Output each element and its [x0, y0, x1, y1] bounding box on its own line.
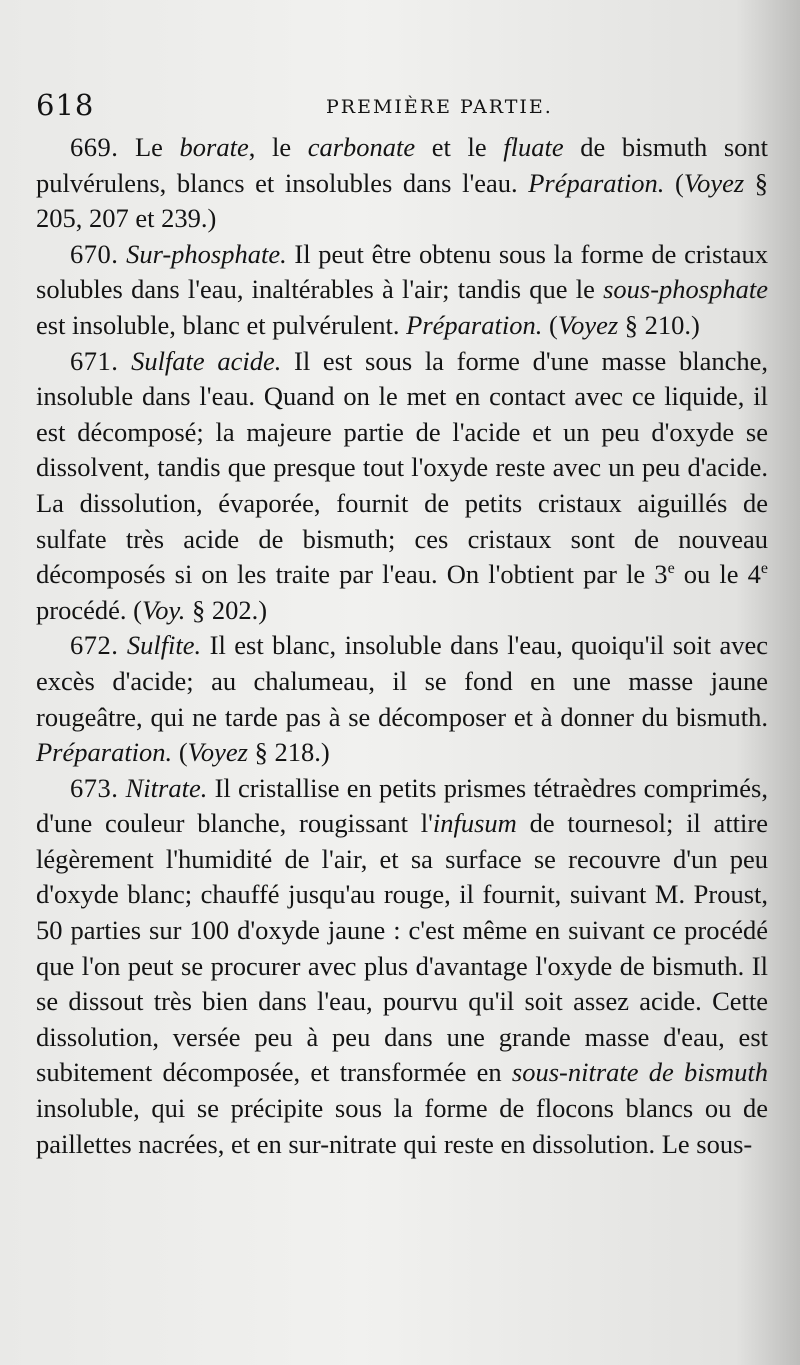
text-run: § 218.) [247, 737, 330, 768]
term-borate: borate [179, 132, 249, 162]
text-run: Le [118, 132, 180, 162]
term-carbonate: carbonate [307, 132, 416, 162]
text-run: Il cristallise en petits prismes tétraèdres comprimés, d'une couleur blanche, rougissant l' [36, 772, 768, 839]
paragraph-669 [36, 130, 768, 237]
preparation-label: Préparation. [528, 167, 665, 198]
paragraph-title: Sulfate acide. [131, 345, 282, 376]
voyez-label: Voyez [557, 309, 619, 340]
text-run: § 205, 207 et 239.) [36, 167, 769, 234]
term-infusum: infusum [432, 808, 517, 839]
voyez-label: Voyez [683, 167, 745, 198]
text-run: § 202.) [185, 594, 268, 625]
superscript: e [667, 560, 675, 578]
preparation-label: Préparation. [36, 737, 173, 768]
text-run: et le [415, 132, 504, 162]
text-run: Il peut être obtenu sous la forme de cristaux solubles dans l'eau, inaltérables à l'air; tandis que le [36, 238, 768, 305]
text-run: procédé. ( [36, 594, 142, 625]
paragraph-title: Sur-phosphate. [126, 238, 287, 269]
text-run: ( [172, 737, 188, 768]
text-run: ou le 4 [674, 559, 761, 590]
paragraph-title: Nitrate. [125, 772, 208, 803]
paragraph-number: 670. [70, 238, 119, 269]
running-head: PREMIÈRE PARTIE. [326, 96, 553, 118]
paragraph-number: 671. [70, 345, 119, 376]
text-run: § 210.) [618, 309, 700, 340]
preparation-label: Préparation. [406, 309, 543, 340]
paragraph-672 [36, 628, 768, 770]
paragraph-671 [36, 344, 768, 629]
paragraph-670 [36, 237, 768, 344]
text-run: ( [664, 167, 684, 198]
text-run: , le [248, 132, 308, 162]
text-run: insoluble, qui se précipite sous la forme de flocons blancs ou de paillettes nacrées, et en sur-nitrate qui reste en dissolution. Le sous- [36, 1093, 768, 1159]
text-run: est insoluble, blanc et pulvérulent. [36, 309, 407, 340]
text-run [118, 346, 131, 376]
page-header [36, 88, 756, 128]
text-run: de tournesol; il attire légèrement l'humidité de l'air, et sa surface se recouvre d'un peu d'oxyde blanc; chauffé jusqu'au rouge, il fournit, suivant M. Proust, 50 parties sur 100 d'oxyde jaune : c'est même en suivant ce procédé que l'on peut se procurer avec plus d'avantage l'oxyde de bismuth. Il se dissout très bien dans l'eau, pourvu qu'il soit assez acide. Cette dissolution, versée peu à peu dans une grande masse d'eau, est subitement décomposée, et transformée en [36, 808, 768, 1088]
superscript: e [760, 560, 769, 578]
paragraph-title: Sulfite. [126, 630, 202, 661]
paragraph-number: 673. [70, 772, 119, 803]
text-run: ( [542, 309, 558, 340]
text-run: de bismuth sont pulvérulens, blancs et insolubles dans l'eau. [36, 132, 769, 198]
paragraph-673 [36, 771, 768, 1163]
voy-label: Voy. [141, 594, 186, 625]
text-run: Il est sous la forme d'une masse blanche, insoluble dans l'eau. Quand on le met en contact avec ce liquide, il est décomposé; la majeure partie de l'acide et un peu d'oxyde se dissolvent, tandis que presque tout l'oxyde reste avec un peu d'acide. La dissolution, évaporée, fournit de petits cristaux aiguillés de sulfate très acide de bismuth; ces cristaux sont de nouveau décomposés si on les traite par l'eau. On l'obtient par le 3 [36, 345, 768, 590]
body-text [36, 130, 768, 1162]
term-sous-phosphate: sous-phosphate [603, 274, 768, 305]
text-run [118, 630, 126, 660]
term-fluate: fluate [503, 132, 564, 162]
paragraph-number: 672. [70, 630, 119, 661]
voyez-label: Voyez [187, 737, 248, 768]
text-run: Il est blanc, insoluble dans l'eau, quoiqu'il soit avec excès d'acide; au chalumeau, il se fond en une masse jaune rougeâtre, qui ne tarde pas à se décomposer et à donner du bismuth. [36, 630, 768, 732]
paragraph-number: 669. [70, 132, 119, 162]
term-sous-nitrate: sous-nitrate de bismuth [511, 1057, 768, 1088]
text-run [118, 239, 126, 269]
text-run [118, 773, 125, 803]
page-number: 618 [36, 88, 95, 122]
